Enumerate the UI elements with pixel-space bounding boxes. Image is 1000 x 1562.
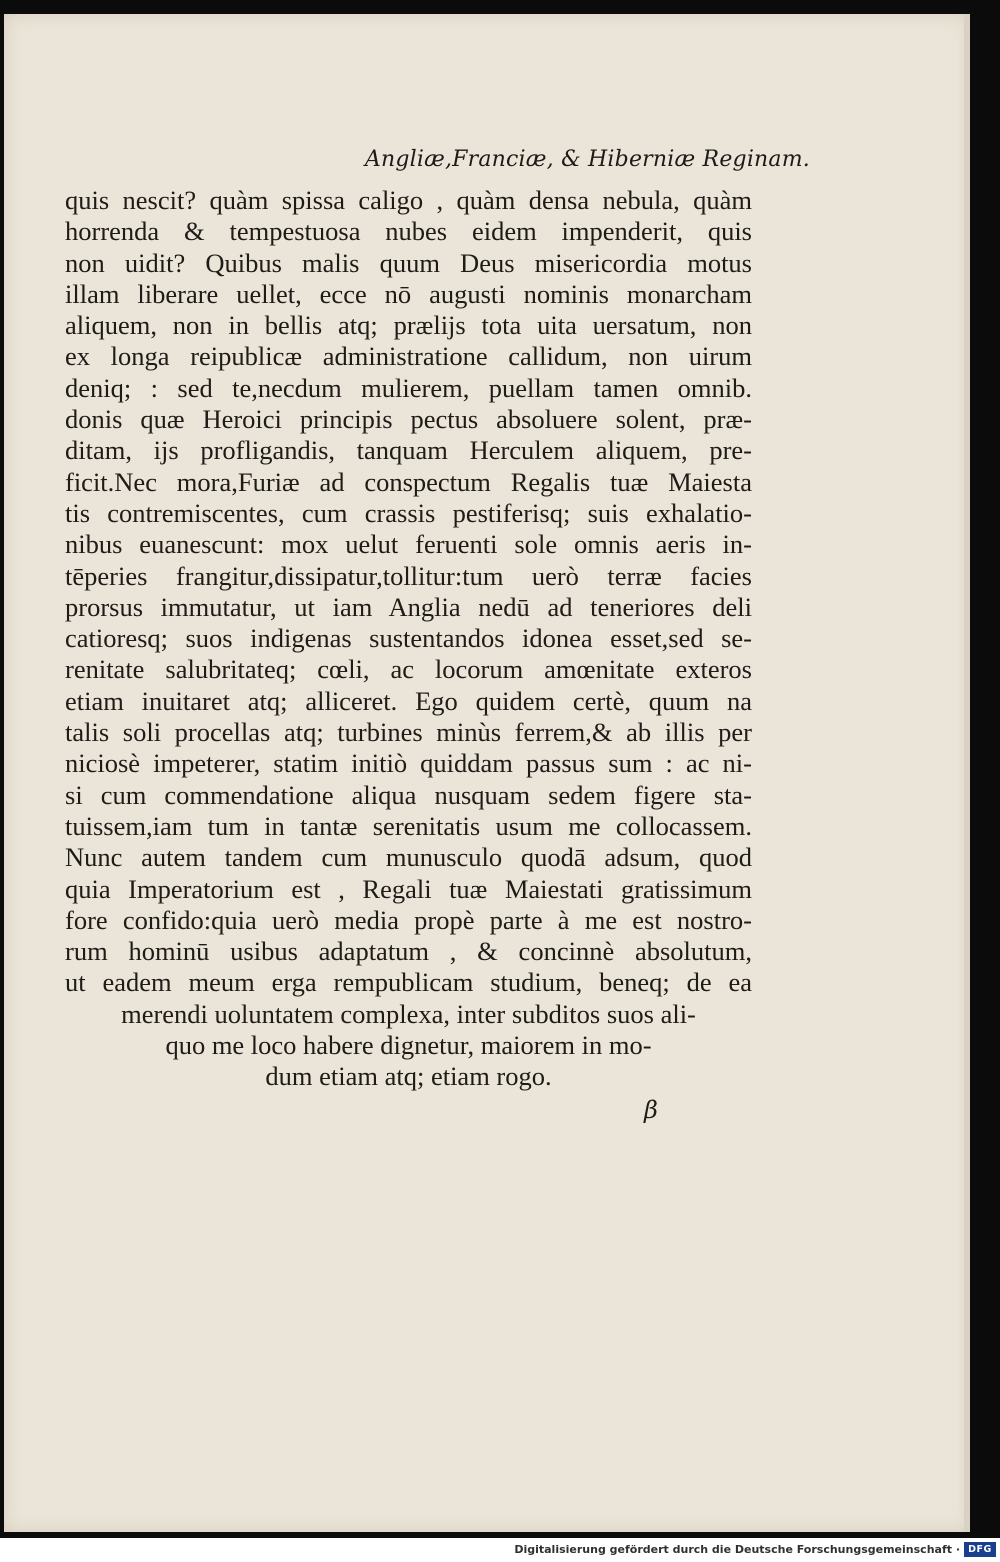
text-line: donis quæ Heroici principis pectus absoluere solent, præ- [65, 404, 752, 435]
text-line: tis contremiscentes, cum crassis pestiferisq; suis exhalatio- [65, 497, 752, 528]
text-line: horrenda & tempestuosa nubes eidem impenderit, quis [65, 216, 752, 247]
text-line: deniq; : sed te,necdum mulierem, puellam tamen omnib. [65, 372, 752, 403]
text-line: catioresq; suos indigenas sustentandos idonea esset,sed se- [65, 623, 752, 654]
text-line: dum etiam atq; etiam rogo. [265, 1061, 552, 1092]
text-line: aliquem, non in bellis atq; prælijs tota uita uersatum, non [65, 310, 752, 341]
text-line: ut eadem meum erga rempublicam studium, beneq; de ea [65, 967, 752, 998]
text-line: fore confido:quia uerò media propè parte à me est nostro- [65, 904, 752, 935]
text-line: non uidit? Quibus malis quum Deus misericordia motus [65, 247, 752, 278]
text-line: ficit.Nec mora,Furiæ ad conspectum Regalis tuæ Maiesta [65, 466, 752, 497]
text-line: etiam inuitaret atq; alliceret. Ego quidem certè, quum na [65, 685, 752, 716]
dfg-logo-icon: DFG [964, 1542, 996, 1557]
text-line: renitate salubritateq; cœli, ac locorum amœnitate exteros [65, 654, 752, 685]
text-line: niciosè impeterer, statim initiò quiddam passus sum : ac ni- [65, 748, 752, 779]
running-head: Angliæ,Franciæ, & Hiberniæ Reginam. [364, 147, 810, 172]
text-line: illam liberare uellet, ecce nō augusti nominis monarcham [65, 278, 752, 309]
digitization-footer [0, 1538, 1000, 1562]
text-line: ex longa reipublicæ administratione callidum, non uirum [65, 341, 752, 372]
signature-mark: β [644, 1096, 658, 1124]
text-line: quo me loco habere dignetur, maiorem in mo- [165, 1030, 652, 1061]
text-line: prorsus immutatur, ut iam Anglia nedū ad teneriores deli [65, 591, 752, 622]
book-page [4, 14, 970, 1532]
page-edge [964, 14, 970, 1532]
text-line: rum hominū usibus adaptatum , & concinnè absolutum, [65, 936, 752, 967]
text-line: si cum commendatione aliqua nusquam sedem figere sta- [65, 779, 752, 810]
footer-credit: Digitalisierung gefördert durch die Deutsche Forschungsgemeinschaft · [514, 1543, 960, 1556]
text-line: quia Imperatorium est , Regali tuæ Maiestati gratissimum [65, 873, 752, 904]
text-line: merendi uoluntatem complexa, inter subditos suos ali- [121, 998, 696, 1029]
text-line: talis soli procellas atq; turbines minùs ferrem,& ab illis per [65, 717, 752, 748]
text-line: Nunc autem tandem cum munusculo quodā adsum, quod [65, 842, 752, 873]
body-text [65, 185, 752, 1093]
text-line: quis nescit? quàm spissa caligo , quàm densa nebula, quàm [65, 185, 752, 215]
text-line: ditam, ijs profligandis, tanquam Herculem aliquem, pre- [65, 435, 752, 466]
text-line: tuissem,iam tum in tantæ serenitatis usum me collocassem. [65, 810, 752, 841]
text-line: tēperies frangitur,dissipatur,tollitur:tum uerò terræ facies [65, 560, 752, 591]
text-line: nibus euanescunt: mox uelut feruenti sole omnis aeris in- [65, 529, 752, 560]
